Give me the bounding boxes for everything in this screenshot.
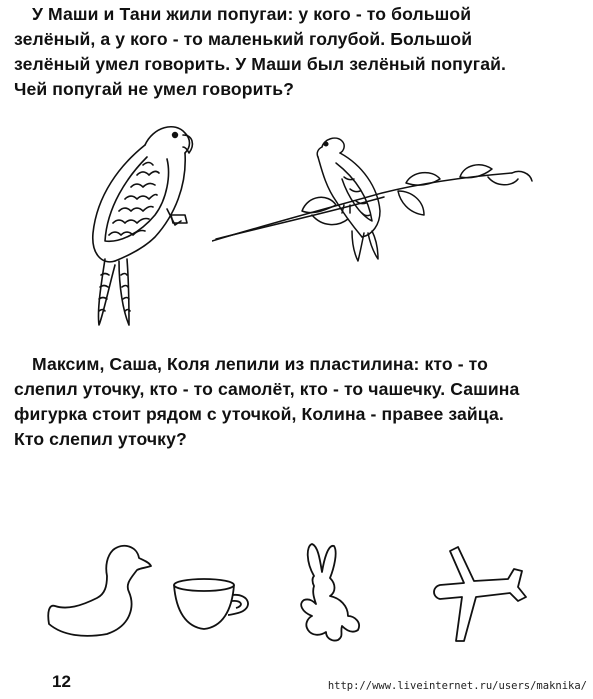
problem-1-line: зелёный умел говорить. У Маши был зелёный попугай. — [14, 54, 507, 74]
problem-1-line: зелёный, а у кого - то маленький голубой. Большой — [14, 29, 473, 49]
problem-1-line: Чей попугай не умел говорить? — [14, 79, 294, 99]
cup-figure — [172, 575, 257, 635]
problem-2-line: Кто слепил уточку? — [14, 429, 187, 449]
airplane-figure — [430, 545, 530, 645]
problem-2-text — [14, 352, 584, 452]
problem-2-line: фигурка стоит рядом с уточкой, Колина - правее зайца. — [14, 404, 504, 424]
hare-figure — [296, 540, 366, 645]
problem-2-line: Максим, Саша, Коля лепили из пластилина: кто - то — [32, 354, 488, 374]
small-parrot-on-branch-illustration — [212, 135, 542, 265]
problem-2-line: слепил уточку, кто - то самолёт, кто - то чашечку. Сашина — [14, 379, 520, 399]
page-number: 12 — [52, 672, 71, 691]
problem-1-line: У Маши и Тани жили попугаи: у кого - то большой — [32, 4, 472, 24]
large-parrot-illustration — [75, 115, 205, 330]
source-watermark: http://www.liveinternet.ru/users/maknika/ — [327, 680, 587, 692]
duck-figure — [45, 540, 155, 640]
problem-1-text — [14, 2, 584, 102]
